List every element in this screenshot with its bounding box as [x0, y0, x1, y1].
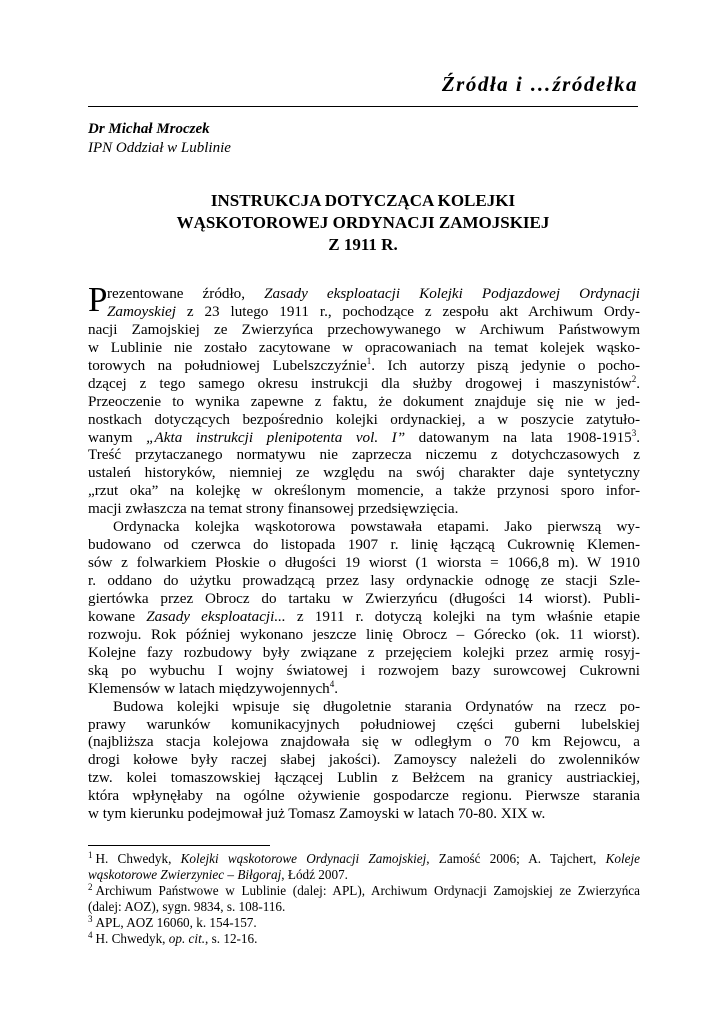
footnote-number: 4 — [88, 929, 93, 940]
footnote — [88, 883, 640, 915]
drop-cap: P — [88, 280, 108, 319]
footnotes — [88, 851, 640, 946]
article-title — [88, 190, 638, 256]
footnote-ref: 4 — [329, 678, 335, 689]
text-line — [88, 698, 640, 716]
text-span: w Lublinie nie zostało zacytowane w opracowaniach na temat kolejek wąsko- — [88, 338, 640, 356]
text-span: APL, AOZ 16060, k. 154-157. — [95, 914, 257, 930]
text-line — [88, 500, 640, 518]
text-span: drogi kołowe były raczej słabej jakości). Zamoyscy należeli do zwolenników — [88, 751, 640, 769]
footnote — [88, 851, 640, 883]
text-span: wanym — [88, 428, 147, 446]
text-span: . Ich autorzy piszą jedynie o pocho- — [371, 356, 640, 374]
footnote-number: 2 — [88, 881, 93, 892]
text-span: kowane — [88, 607, 147, 625]
italic-span: Kolejki wąskotorowe Ordynacji Zamojskiej — [180, 851, 427, 866]
text-span: nostkach dotyczących bezpośrednio kolejki ordynackiej, a w poszycie zatytuło- — [88, 410, 640, 428]
text-span: Archiwum Państwowe w Lublinie (dalej: APL), Archiwum Ordynacji Zamojskiej ze Zwierzyńca (dalej: AOZ), sygn. 9834, s. 108-116. — [88, 882, 640, 914]
text-span: z 23 lutego 1911 r., pochodzące z zespołu akt Archiwum Ordy- — [175, 302, 640, 320]
text-span: H. Chwedyk, — [95, 851, 181, 866]
text-line — [88, 339, 640, 357]
text-span: tzw. kolei tomaszowskiej łączącej Lublin z Bełżcem na granicy austriackiej, — [88, 769, 640, 787]
text-line — [88, 716, 640, 734]
text-span: nacji Zamojskiej ze Zwierzyńca przechowywanego w Archiwum Państwowym — [88, 320, 640, 338]
footnote-rule — [88, 845, 270, 846]
text-span: , Zamość 2006; A. Tajchert, — [426, 851, 606, 866]
text-span: rezentowane źródło, — [107, 285, 265, 302]
italic-span: Zamoyskiej — [107, 302, 176, 320]
text-span: . — [636, 374, 640, 392]
text-line — [88, 805, 640, 823]
text-line — [88, 375, 640, 393]
text-line — [88, 464, 640, 482]
italic-span: Zasady eksploatacji Kolejki Podjazdowej Ordynacji — [264, 285, 640, 302]
text-line — [88, 285, 640, 303]
text-line — [88, 446, 640, 464]
text-line — [88, 680, 640, 698]
text-line — [88, 429, 640, 447]
footnote-ref: 3 — [631, 427, 637, 438]
running-head: Źródła i …źródełka — [88, 72, 638, 107]
footnote-ref: 2 — [631, 373, 637, 384]
author-name: Dr Michał Mroczek — [88, 121, 210, 137]
text-line — [88, 590, 640, 608]
text-span: giertówka przez Obrocz do tartaku w Zwierzyńcu (długości 14 wiorst). Publi- — [88, 589, 640, 607]
text-span: , Łódź 2007. — [281, 866, 348, 882]
text-line — [88, 554, 640, 572]
text-span: „rzut oka” na kolejkę w określonym momencie, a także przynosi sporo infor- — [88, 482, 640, 500]
text-span: . — [334, 679, 339, 697]
text-line — [88, 357, 640, 375]
text-span: z 1911 r. dotyczą kolejki na tym właśnie etapie — [285, 607, 641, 625]
text-line — [88, 411, 640, 429]
text-span: w tym kierunku podejmował już Tomasz Zamoyski w latach 70-80. XIX w. — [88, 805, 546, 823]
text-line — [88, 572, 640, 590]
text-span: Budowa kolejki wpisuje się długoletnie starania Ordynatów na rzecz po- — [113, 697, 640, 715]
text-span: Przeoczenie to wynika zapewne z faktu, że dokument znajduje się nie w jed- — [88, 392, 640, 410]
text-line — [88, 751, 640, 769]
text-span: sów z folwarkiem Płoskie o długości 19 wiorst (1 wiorsta = 1066,8 m). W 1910 — [88, 554, 640, 572]
text-span: rozwoju. Rok później wykonano jeszcze linię Obrocz – Górecko (ok. 11 wiorst). — [88, 625, 640, 643]
footnote-number: 1 — [88, 850, 93, 860]
title-line: WĄSKOTOROWEJ ORDYNACJI ZAMOJSKIEJ — [176, 213, 550, 232]
title-line: Z 1911 R. — [328, 235, 398, 254]
text-span: macji zwłaszcza na temat strony finansowej przedsięwzięcia. — [88, 500, 459, 518]
text-span: . — [636, 428, 641, 446]
italic-span: op. cit. — [168, 930, 206, 946]
text-line — [88, 662, 640, 680]
text-span: , s. 12-16. — [205, 930, 258, 946]
text-span: dzącej z tego samego okresu instrukcji dla służby drogowej i maszynistów — [88, 374, 632, 392]
text-span: Ordynacka kolejka wąskotorowa powstawała etapami. Jako pierwszą wy- — [113, 518, 640, 536]
article-body — [88, 280, 641, 823]
text-span: budowano od czerwca do listopada 1907 r. linię łączącą Cukrownię Klemen- — [88, 536, 640, 554]
text-span: datowanym na lata 1908-1915 — [405, 428, 632, 446]
text-span: Kolejne fazy rozbudowy były związane z przejęciem kolejki przez armię rosyj- — [88, 643, 640, 661]
text-span: ską po wybuchu I wojny światowej i rozwojem bazy surowcowej Cukrowni — [88, 661, 640, 679]
text-line — [88, 536, 640, 554]
italic-span: „Akta instrukcji plenipotenta vol. I” — [146, 428, 406, 446]
text-span: Treść przytaczanego normatywu nie zaprzecza niczemu z dotychczasowych z — [88, 446, 640, 464]
footnote — [88, 931, 640, 947]
italic-span: Koleje wąskotorowe Zwierzyniec – Biłgoraj — [88, 851, 640, 882]
text-line — [88, 393, 640, 411]
text-span: prawy warunków komunikacyjnych południowej części guberni lubelskiej — [88, 715, 640, 733]
title-line: INSTRUKCJA DOTYCZĄCA KOLEJKI — [210, 191, 516, 210]
italic-span: Zasady eksploatacji... — [146, 607, 286, 625]
text-line — [88, 644, 640, 662]
text-line — [88, 733, 640, 751]
text-span: torowych na południowej Lubelszczyźnie — [88, 356, 367, 374]
text-span: (najbliższa stacja kolejowa znajdowała się w odległym o 70 km Rejowcu, a — [88, 733, 640, 751]
text-line — [88, 518, 640, 536]
text-line — [88, 321, 640, 339]
text-line — [88, 769, 640, 787]
text-line — [88, 608, 640, 626]
text-line — [88, 303, 640, 321]
text-span: ustaleń historyków, niemniej ze względu na swój charakter daje syntetyczny — [88, 464, 640, 482]
footnote — [88, 915, 640, 931]
text-span: H. Chwedyk, — [95, 930, 169, 946]
text-line — [88, 626, 640, 644]
text-line — [88, 787, 640, 805]
footnote-ref: 1 — [366, 355, 372, 366]
author-block — [88, 120, 231, 158]
text-span: która wpłynęłaby na ogólne ożywienie gospodarcze regionu. Pierwsze starania — [88, 787, 640, 805]
text-line — [88, 482, 640, 500]
footnote-number: 3 — [88, 913, 93, 924]
text-span: Klemensów w latach międzywojennych — [88, 679, 330, 697]
author-affiliation: IPN Oddział w Lublinie — [88, 140, 231, 156]
text-span: r. oddano do użytku prowadzącą przez lasy ordynackie odnogę ze stacji Szle- — [88, 572, 640, 589]
